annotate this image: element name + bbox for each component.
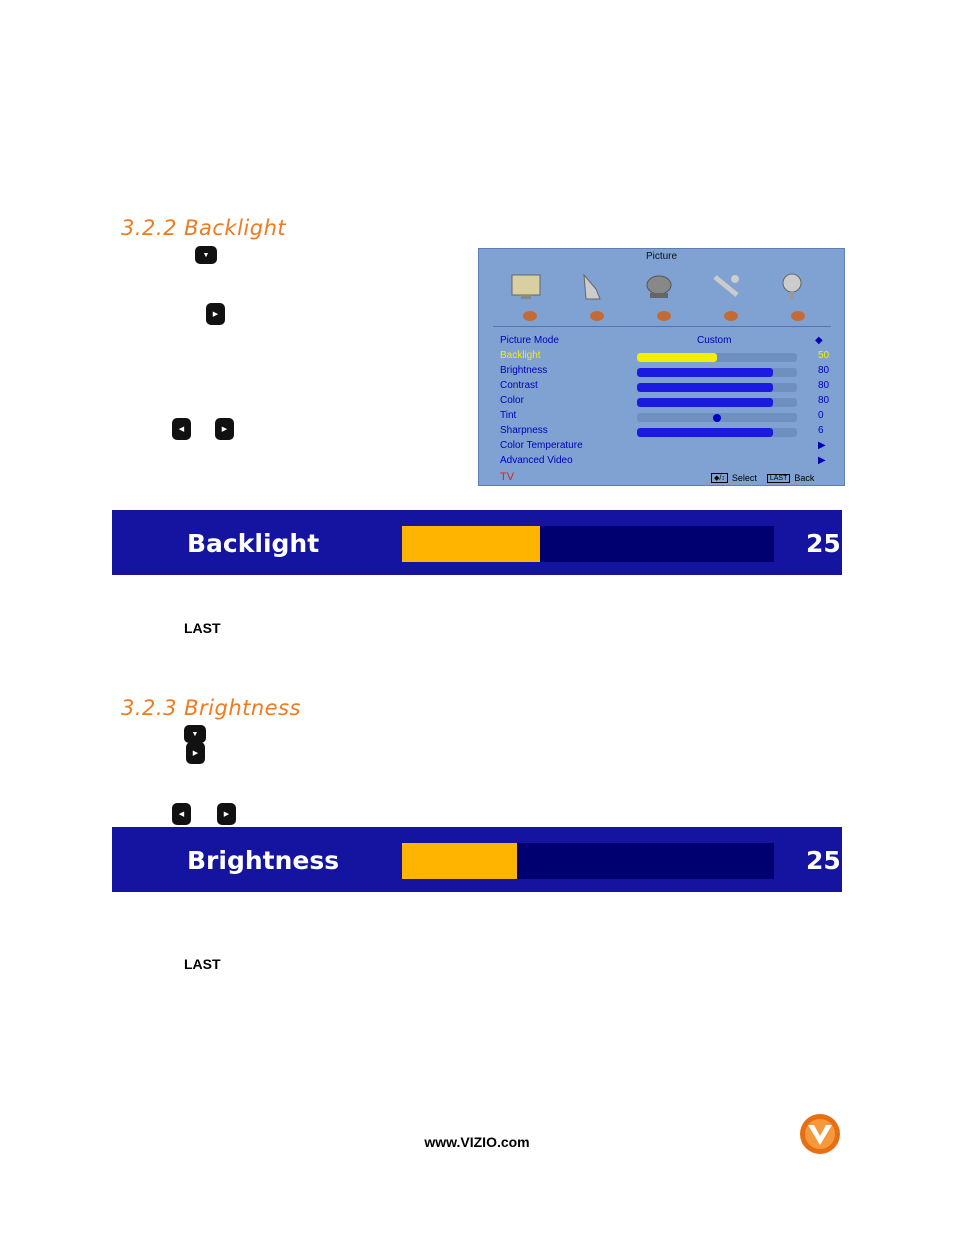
section-heading-brightness: 3.2.3 Brightness [121,696,301,720]
menu-row-slider-track [637,353,797,362]
left-arrow-key-icon: ◀ [172,418,191,440]
menu-row-slider-fill [637,353,717,362]
menu-row-slider-fill [637,398,773,407]
menu-row[interactable] [500,440,830,454]
right-arrow-key-icon: ▶ [217,803,236,825]
right-arrow-key-icon: ▶ [206,303,225,325]
submenu-indicator-icon [523,311,537,321]
submenu-arrow-icon: ▶ [818,440,826,451]
menu-row-value: Custom [697,335,732,346]
down-arrow-key-icon: ▼ [195,246,217,264]
source-label: TV [500,471,515,483]
tv-settings-icon [642,271,676,301]
osd-value: 25 [806,529,841,558]
help-icon [775,271,809,301]
menu-row[interactable] [500,425,830,439]
menu-row-slider-track [637,368,797,377]
submenu-arrow-icon: ▶ [818,455,826,466]
osd-level-track [402,526,774,562]
menu-row-label: Brightness [500,365,548,376]
submenu-indicator-row [523,311,805,323]
menu-row-slider-track [637,428,797,437]
menu-row-slider-track [637,398,797,407]
menu-row[interactable] [500,365,830,379]
menu-row-label: Color Temperature [500,440,583,451]
osd-level-fill [402,843,517,879]
down-arrow-key-icon: ▼ [184,725,206,743]
last-key-label: LAST [184,620,221,636]
osd-label: Backlight [187,529,320,558]
menu-divider [493,326,831,327]
osd-brightness-bar [112,827,842,892]
osd-level-track [402,843,774,879]
footer-url: www.VIZIO.com [424,1134,530,1150]
hint-select: Select [731,473,757,483]
menu-row[interactable] [500,410,830,424]
menu-row-slider-fill [637,428,773,437]
menu-hints [711,473,814,483]
menu-row-slider-fill [637,383,773,392]
menu-row-label: Advanced Video [500,455,573,466]
menu-row-label: Contrast [500,380,538,391]
tv-picture-menu [478,248,845,486]
menu-row-value: 80 [818,380,830,391]
menu-row-value: 0 [818,410,824,421]
setup-wrench-icon [709,271,743,301]
left-arrow-key-icon: ◀ [172,803,191,825]
submenu-indicator-icon [590,311,604,321]
menu-icon-row [509,271,809,307]
menu-row[interactable] [500,380,830,394]
menu-row-slider-knob [713,414,721,422]
right-arrow-key-icon: ▶ [186,742,205,764]
hint-last-key: LAST [767,474,791,483]
section-heading-backlight: 3.2.2 Backlight [121,216,287,240]
menu-row-slider-track [637,383,797,392]
menu-row[interactable] [500,455,830,469]
osd-value: 25 [806,846,841,875]
menu-row-label: Color [500,395,524,406]
menu-row[interactable] [500,350,830,364]
submenu-indicator-icon [724,311,738,321]
menu-row-label: Backlight [500,350,541,361]
menu-row-label: Sharpness [500,425,548,436]
picture-icon [509,271,543,301]
menu-row-value: 6 [818,425,824,436]
menu-row-slider-track [637,413,797,422]
osd-backlight-bar [112,510,842,575]
osd-label: Brightness [187,846,340,875]
vizio-logo-icon [799,1113,841,1155]
right-arrow-key-icon: ▶ [215,418,234,440]
osd-level-fill [402,526,540,562]
menu-row[interactable] [500,335,830,349]
menu-row-value: 80 [818,365,830,376]
audio-icon [576,271,610,301]
hint-back: Back [794,473,815,483]
last-key-label: LAST [184,956,221,972]
menu-row[interactable] [500,395,830,409]
submenu-indicator-icon [657,311,671,321]
submenu-indicator-icon [791,311,805,321]
navigation-keys-icon: ◆/↕ [711,473,728,483]
menu-row-label: Picture Mode [500,335,559,346]
menu-row-value: 50 [818,350,830,361]
menu-row-slider-fill [637,368,773,377]
menu-title: Picture [645,251,678,262]
left-right-arrows-icon: ◆ [815,335,823,346]
menu-row-value: 80 [818,395,830,406]
menu-row-label: Tint [500,410,517,421]
